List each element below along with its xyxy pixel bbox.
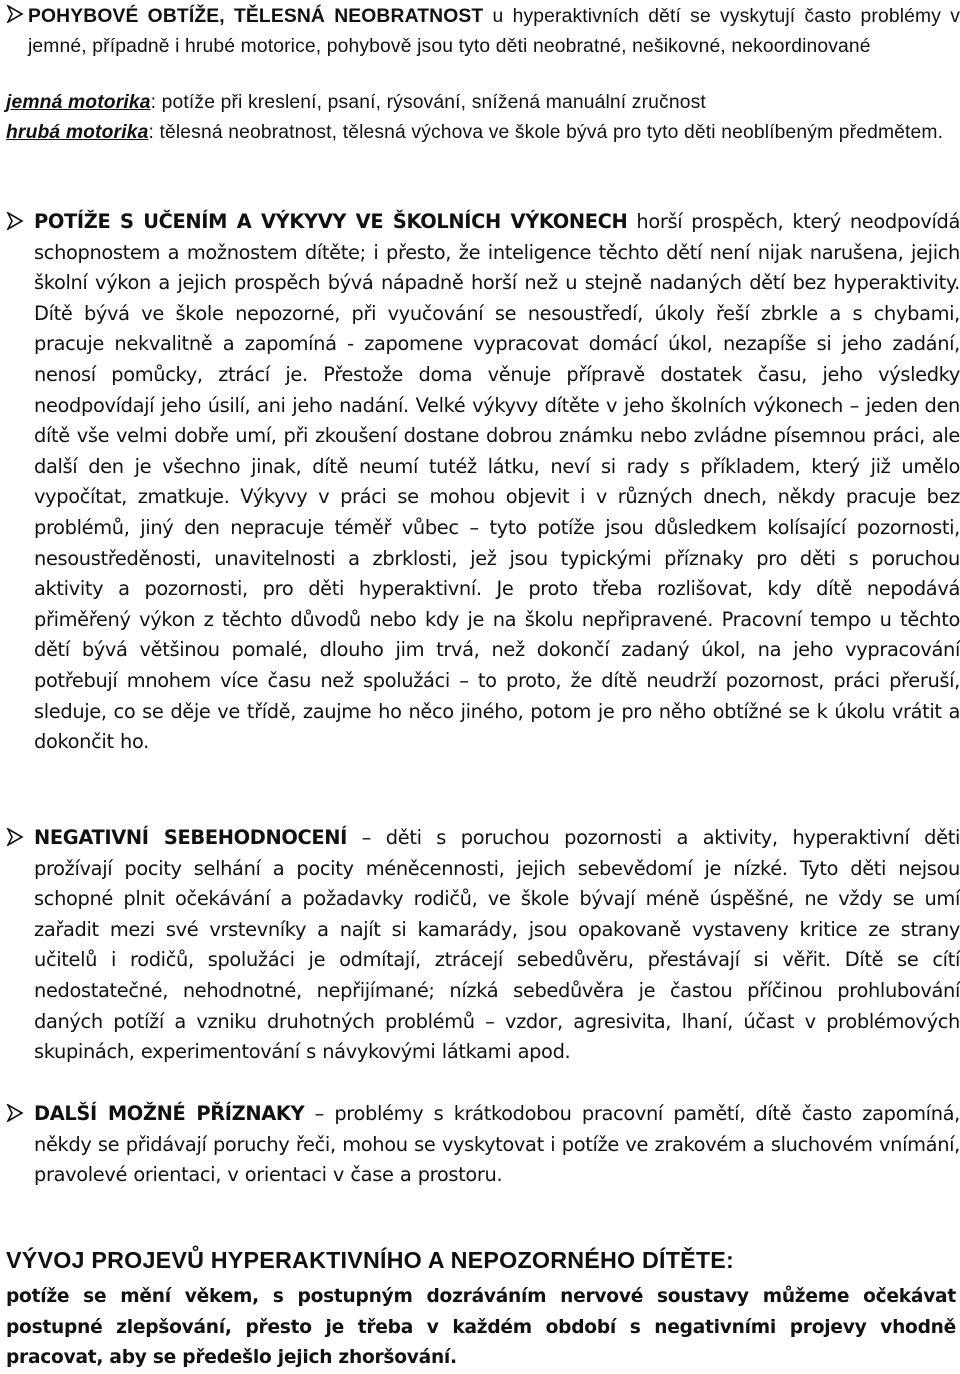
- bullet-text: horší prospěch, který neodpovídá schopnostem a možnostem dítěte; i přesto, že inteligence těchto dětí není nijak narušena, jejich školní výkon a jejich prospěch bývá nápadně horší než u stejně nadaných dětí bez hyperaktivity. Dítě bývá ve škole nepozorné, při vyučování se nesoustředí, úkoly řeší zbrkle a s chybami, pracuje nekvalitně a zapomíná - zapomene vypracovat domácí úkol, nezapíše si jeho zadání, nenosí pomůcky, ztrácí je. Přestože doma věnuje přípravě dostatek času, jeho výsledky neodpovídají jeho úsilí, ani jeho nadání. Velké výkyvy dítěte v jeho školních výkonech – jeden den dítě vše velmi dobře umí, při zkoušení dostane dobrou známku nebo zvládne písemnou práci, ale další den je všechno jinak, dítě neumí tutéž látku, neví si rady s příkladem, který již umělo vypočítat, zmatkuje. Výkyvy v práci se mohou objevit i v různých dnech, někdy pracuje bez problémů, jiný den nepracuje téměř vůbec – tyto potíže jsou důsledkem kolísající pozornosti, nesoustředěnosti, unavitelnosti a zbrklosti, jež jsou typickými příznaky pro děti s poruchou aktivity a pozornosti, pro děti hyperaktivní. Je proto třeba rozlišovat, kdy dítě nepodává přiměřený výkon z těchto důvodů nebo kdy je na školu nepřipravené. Pracovní tempo u těchto dětí bývá většinou pomalé, dlouho jim trvá, než dokončí zadaný úkol, na jeho vypracování potřebují mnohem více času než spolužáci – to proto, že dítě neudrží pozornost, práci přeruší, sleduje, co se děje ve třídě, zaujme ho něco jiného, potom je pro něho obtížné se k úkolu vrátit a dokončit ho.: [34, 210, 960, 754]
- hruba-motorika-label: hrubá motorika: [6, 121, 149, 143]
- section-paragraph: potíže se mění věkem, s postupným dozráváním nervové soustavy můžeme očekávat postupné zlepšování, přesto je třeba v každém období s negativními projevy vhodně pracovat, aby se předešlo jejich zhoršování.: [6, 1286, 956, 1369]
- jemna-motorika-text: : potíže při kreslení, psaní, rýsování, snížená manuální zručnost: [150, 92, 706, 113]
- arrow-bullet-icon: [6, 5, 26, 23]
- bullet-heading: NEGATIVNÍ SEBEHODNOCENÍ: [34, 826, 348, 849]
- bullet-pohybove-obtize: [6, 2, 960, 61]
- jemna-motorika-label: jemná motorika: [6, 92, 151, 113]
- hruba-motorika-line: [6, 118, 958, 148]
- jemna-motorika-line: [6, 88, 958, 118]
- bullet-dalsi-priznaky: [6, 1099, 960, 1191]
- hruba-motorika-text: : tělesná neobratnost, tělesná výchova ve škole bývá pro tyto děti neoblíbeným předmětem.: [148, 121, 944, 143]
- bullet-heading: DALŠÍ MOŽNÉ PŘÍZNAKY: [34, 1102, 305, 1125]
- bullet-text: – problémy s krátkodobou pracovní pamětí, dítě často zapomíná, někdy se přidávají poruchy řeči, mohou se vyskytovat i potíže ve zrakovém a sluchovém vnímání, pravolevé orientaci, v orientaci v čase a prostoru.: [34, 1102, 960, 1187]
- motorika-lines: [6, 88, 958, 147]
- bullet-potize-s-ucenim: [6, 207, 960, 758]
- bullet-paragraph: [34, 1099, 960, 1191]
- bullet-heading: POTÍŽE S UČENÍM A VÝKYVY VE ŠKOLNÍCH VÝKONECH: [34, 210, 628, 233]
- arrow-bullet-icon: [6, 828, 26, 846]
- arrow-bullet-icon: [6, 1104, 26, 1122]
- bullet-paragraph: [34, 823, 960, 1068]
- bullet-negativni-sebehodnoceni: [6, 823, 960, 1068]
- section-title: VÝVOJ PROJEVŮ HYPERAKTIVNÍHO A NEPOZORNÉHO DÍTĚTE:: [6, 1247, 734, 1273]
- bullet-text: – děti s poruchou pozornosti a aktivity, hyperaktivní děti prožívají pocity selhání a pocity méněcennosti, jejich sebevědomí je nízké. Tyto děti nejsou schopné plnit očekávání a požadavky rodičů, ve škole bývají méně úspěšné, ne vždy se umí zařadit mezi své vrstevníky a najít si kamarády, jsou opakovaně vystaveny kritice ze strany učitelů i rodičů, spolužáci je odmítají, ztrácejí sebedůvěru, přestávají si věřit. Dítě se cítí nedostatečné, nehodnotné, nepřijímané; nízká sebedůvěra je častou příčinou prohlubování daných potíží a vzniku druhotných problémů – vzdor, agresivita, lhaní, účast v problémových skupinách, experimentování s návykovými látkami apod.: [34, 826, 960, 1064]
- bullet-paragraph: [28, 2, 960, 61]
- arrow-bullet-icon: [6, 212, 26, 230]
- bullet-text: u hyperaktivních dětí se vyskytují často problémy v jemné, případně i hrubé motorice, pohybově jsou tyto děti neobratné, nešikovné, nekoordinované: [28, 6, 960, 57]
- bullet-paragraph: [34, 207, 960, 758]
- bullet-heading: POHYBOVÉ OBTÍŽE, TĚLESNÁ NEOBRATNOST: [28, 6, 484, 27]
